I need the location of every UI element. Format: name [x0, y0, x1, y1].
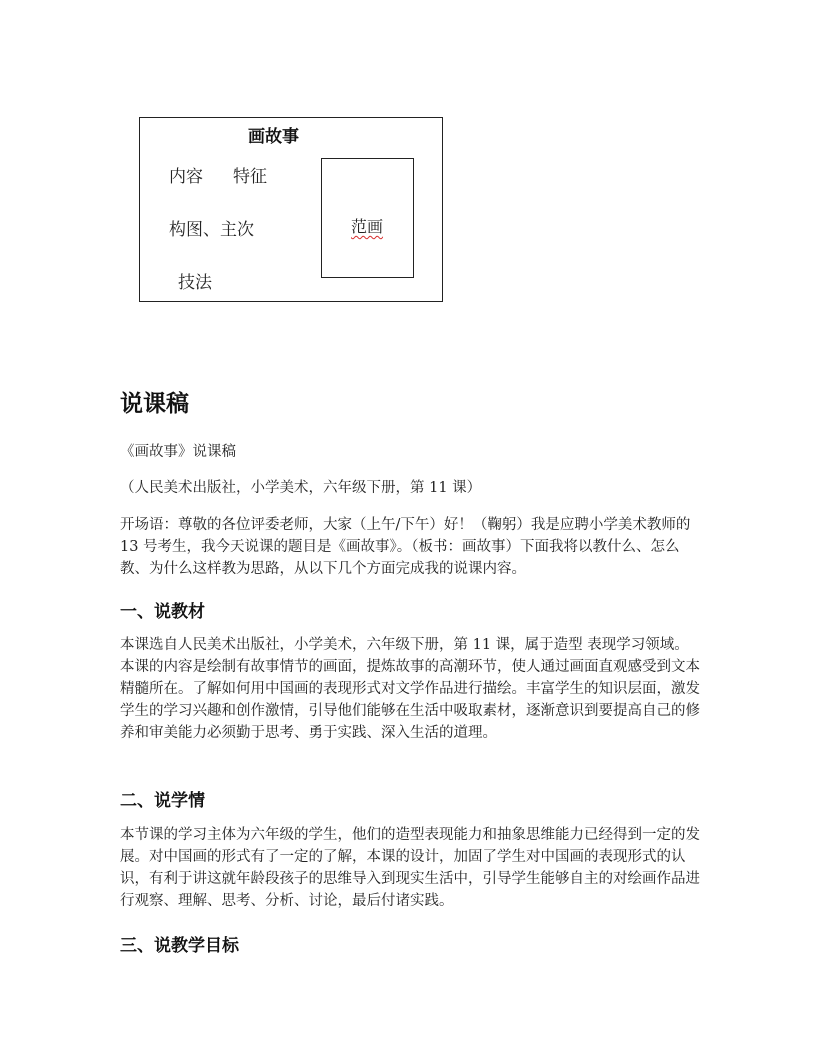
board-item-technique: 技法	[178, 273, 212, 293]
doc-title: 《画故事》说课稿	[120, 444, 236, 460]
board-item-feature: 特征	[233, 167, 267, 187]
section-heading-textbook: 一、说教材	[120, 602, 205, 622]
blackboard-design-box	[139, 117, 443, 302]
section-heading-students: 二、说学情	[120, 791, 205, 811]
board-title: 画故事	[248, 127, 299, 147]
section-body-textbook: 本课选自人民美术出版社，小学美术，六年级下册，第 11 课，属于造型 表现学习领域。本课的内容是绘制有故事情节的画面，提炼故事的高潮环节，使人通过画面直观感受到文本精髓所在。了解如何用中国画的表现形式对文学作品进行描绘。丰富学生的知识层面，激发学生的学习兴趣和创作激情，引导他们能够在生活中吸取素材，逐渐意识到要提高自己的修养和审美能力必须勤于思考、勇于实践、深入生活的道理。	[120, 637, 700, 741]
sample-painting-label: 范画	[351, 217, 384, 236]
section-heading-objectives: 三、说教学目标	[120, 936, 239, 956]
intro-paragraph: 开场语：尊敬的各位评委老师，大家（上午/下午）好！（鞠躬）我是应聘小学美术教师的 13 号考生，我今天说课的题目是《画故事》。（板书：画故事）下面我将以教什么、怎么教、为什么这样教为思路，从以下几个方面完成我的说课内容。	[120, 517, 691, 577]
main-heading: 说课稿	[120, 390, 189, 417]
board-item-composition: 构图、主次	[169, 220, 254, 240]
doc-source: （人民美术出版社，小学美术，六年级下册，第 11 课）	[120, 480, 482, 496]
board-item-content: 内容	[169, 167, 203, 187]
sample-painting-box	[321, 158, 414, 278]
section-body-students: 本节课的学习主体为六年级的学生，他们的造型表现能力和抽象思维能力已经得到一定的发展。对中国画的形式有了一定的了解，本课的设计，加固了学生对中国画的表现形式的认识，有利于讲这就年龄段孩子的思维导入到现实生活中，引导学生能够自主的对绘画作品进行观察、理解、思考、分析、讨论，最后付诸实践。	[120, 827, 700, 909]
